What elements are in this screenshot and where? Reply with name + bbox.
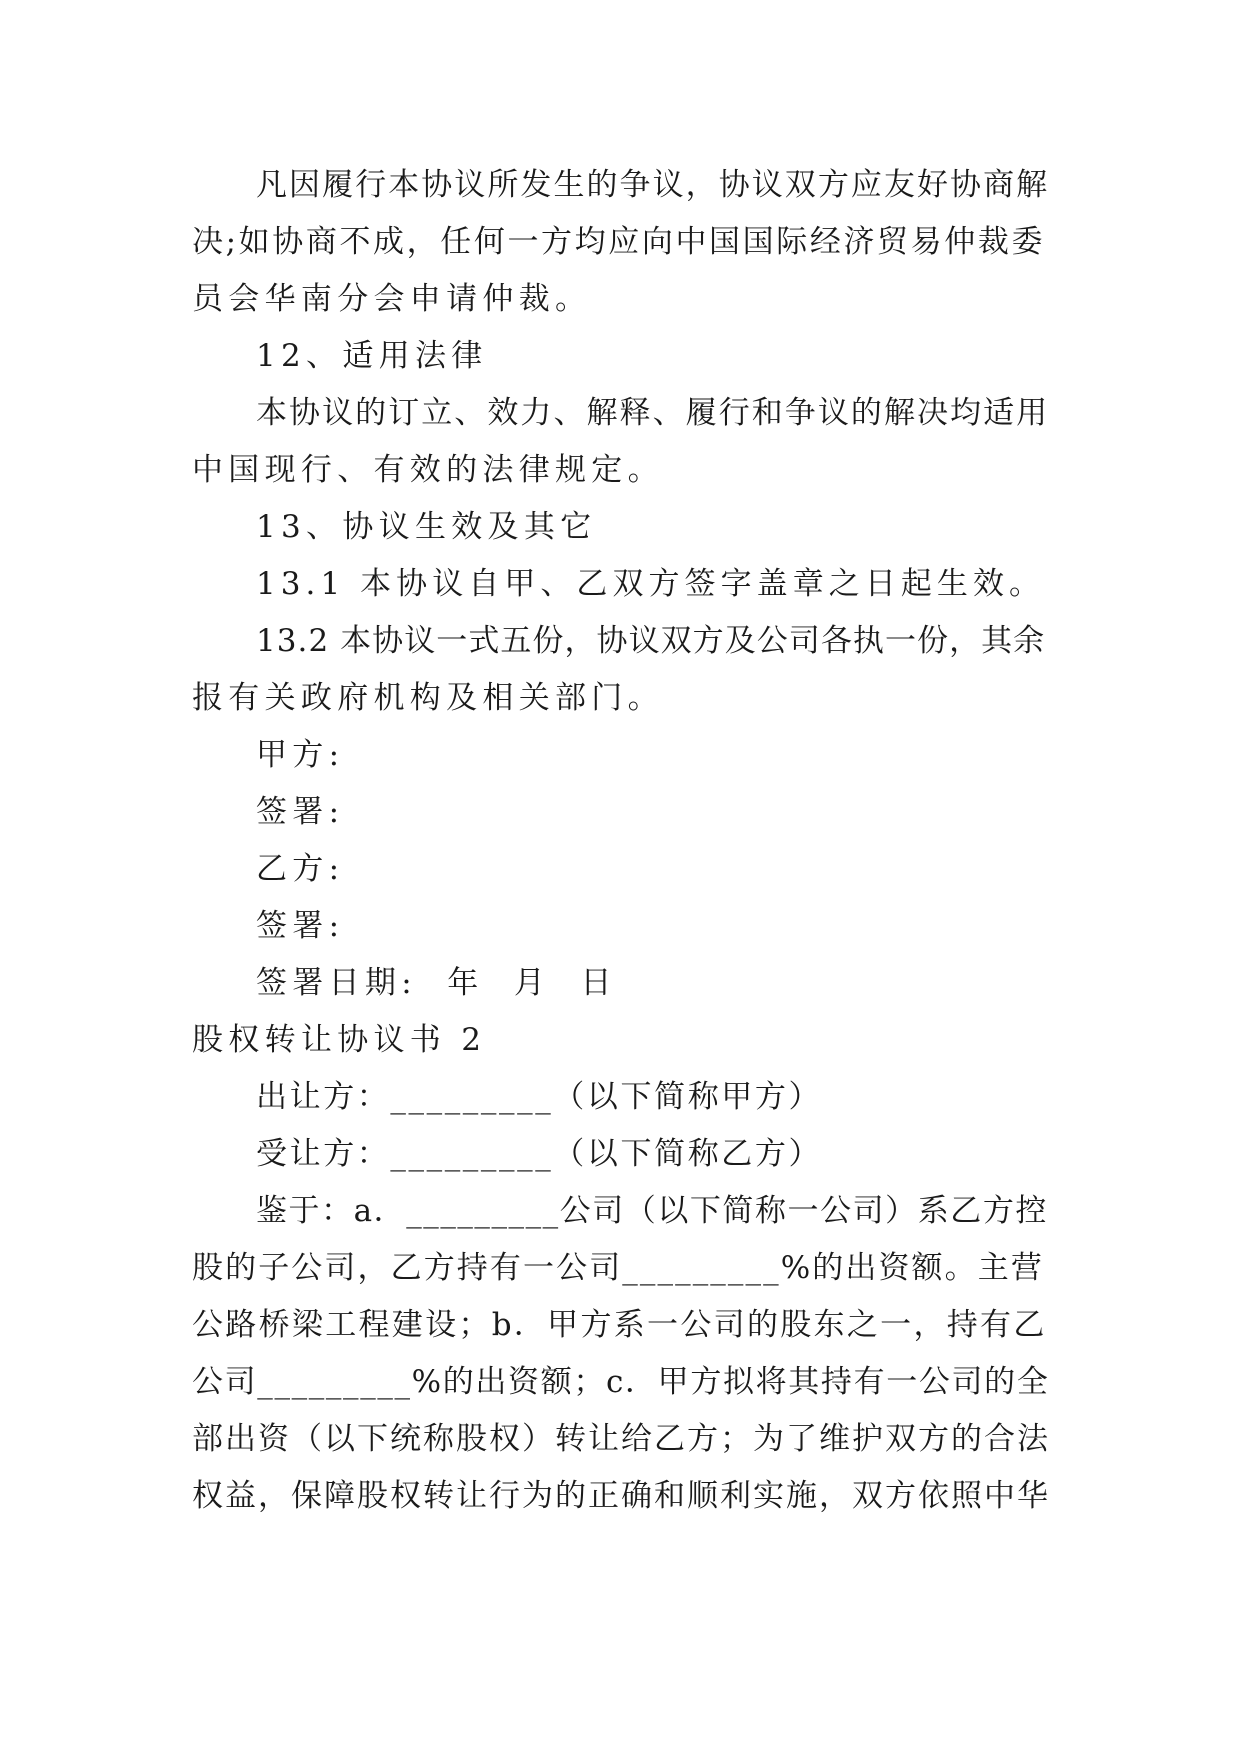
paragraph-line: 凡因履行本协议所发生的争议，协议双方应友好协商解 bbox=[256, 167, 1050, 203]
recital-line: 鉴于：a．_________公司（以下简称一公司）系乙方控 bbox=[256, 1193, 1048, 1229]
clause-line: 13.1 本协议自甲、乙双方签字盖章之日起生效。 bbox=[256, 566, 1046, 602]
recital-line: 股的子公司，乙方持有一公司_________%的出资额。主营 bbox=[192, 1250, 1044, 1286]
recital-line: 权益，保障股权转让行为的正确和顺利实施，双方依照中华 bbox=[192, 1478, 1050, 1514]
section-heading: 13、协议生效及其它 bbox=[256, 509, 597, 545]
signature-label: 签署: bbox=[256, 794, 345, 830]
paragraph-line: 中国现行、有效的法律规定。 bbox=[192, 452, 664, 488]
signing-date-label: 签署日期: 年 月 日 bbox=[256, 965, 617, 1001]
section-heading: 12、适用法律 bbox=[256, 338, 488, 374]
recital-line: 公司_________%的出资额；c．甲方拟将其持有一公司的全 bbox=[192, 1364, 1050, 1400]
recital-line: 公路桥梁工程建设；b．甲方系一公司的股东之一，持有乙 bbox=[192, 1307, 1047, 1343]
transferor-line: 出让方：_________（以下简称甲方） bbox=[256, 1079, 823, 1115]
recital-line: 部出资（以下统称股权）转让给乙方；为了维护双方的合法 bbox=[192, 1421, 1050, 1457]
paragraph-line: 本协议的订立、效力、解释、履行和争议的解决均适用 bbox=[256, 395, 1050, 431]
paragraph-line: 员会华南分会申请仲裁。 bbox=[192, 281, 592, 317]
party-a-label: 甲方: bbox=[256, 737, 345, 773]
clause-line: 13.2 本协议一式五份，协议双方及公司各执一份，其余 bbox=[256, 623, 1046, 659]
party-b-label: 乙方: bbox=[256, 851, 345, 887]
paragraph-line: 决;如协商不成，任何一方均应向中国国际经济贸易仲裁委 bbox=[192, 224, 1046, 260]
transferee-line: 受让方：_________（以下简称乙方） bbox=[256, 1136, 823, 1172]
document-title: 股权转让协议书 2 bbox=[192, 1022, 487, 1058]
clause-line: 报有关政府机构及相关部门。 bbox=[192, 680, 664, 716]
signature-label: 签署: bbox=[256, 908, 345, 944]
